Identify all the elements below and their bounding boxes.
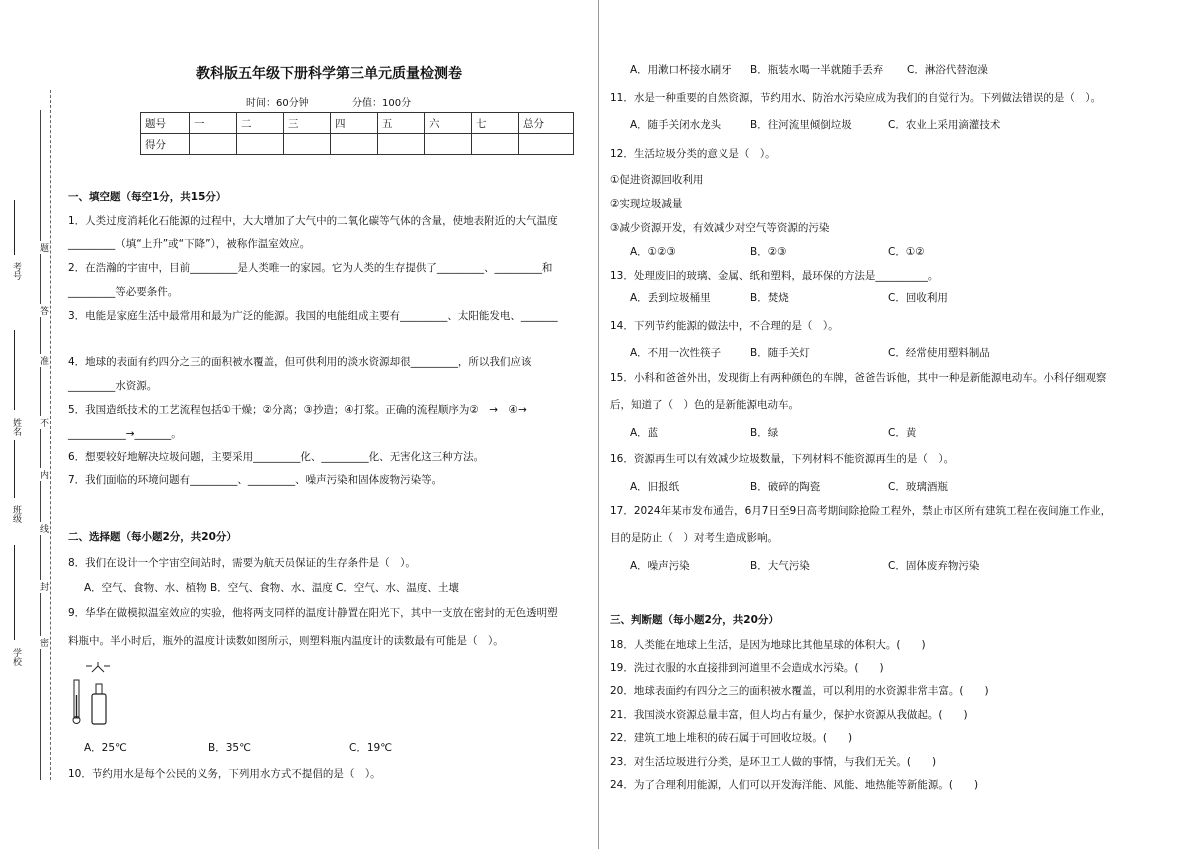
question-16-option-b: B．破碎的陶瓷 (750, 481, 821, 493)
question-14: 14．下列节约能源的做法中，不合理的是（ ）。 (610, 320, 839, 332)
question-12-option-a: A．①②③ (630, 246, 676, 258)
binding-mark: 密 (40, 636, 49, 649)
question-17-line2: 目的是防止（ ）对考生造成影响。 (610, 532, 778, 544)
binding-mark: 准 (40, 354, 49, 367)
score-cell: 四 (331, 113, 378, 134)
question-15-option-b: B．绿 (750, 427, 779, 439)
question-13-option-a: A．丢到垃圾桶里 (630, 292, 711, 304)
question-12-option-c: C．①② (888, 246, 925, 258)
question-9-line2: 料瓶中。半小时后，瓶外的温度计读数如图所示，则塑料瓶内温度计的读数最有可能是（ ）。 (68, 635, 504, 647)
question-9-option-a: A．25℃ (84, 742, 127, 754)
question-15-line2: 后，知道了（ ）色的是新能源电动车。 (610, 399, 799, 411)
binding-mark: 不 (40, 416, 49, 429)
score-input-cell[interactable] (519, 134, 574, 155)
score-cell: 二 (237, 113, 284, 134)
question-13-option-c: C．回收利用 (888, 292, 948, 304)
section-judge-heading: 三、判断题（每小题2分，共20分） (610, 614, 779, 626)
name-line (14, 330, 16, 410)
class-line (14, 440, 16, 498)
binding-mark: 内 (40, 468, 49, 481)
question-15-line1: 15．小科和爸爸外出，发现街上有两种颜色的车牌，爸爸告诉他，其中一种是新能源电动车。小科仔细观察 (610, 372, 1107, 384)
score-cell: 七 (472, 113, 519, 134)
score-cell: 五 (378, 113, 425, 134)
question-11: 11．水是一种重要的自然资源，节约用水、防治水污染应成为我们的自觉行为。下列做法错误的是（ ）。 (610, 92, 1102, 104)
exam-score: 分值：100分 (352, 98, 412, 109)
section-choice-heading: 二、选择题（每小题2分，共20分） (68, 531, 237, 543)
question-15-option-c: C．黄 (888, 427, 917, 439)
page-title: 教科版五年级下册科学第三单元质量检测卷 (196, 66, 462, 82)
question-10-option-b: B．瓶装水喝一半就随手丢弃 (750, 64, 884, 76)
score-input-cell[interactable] (425, 134, 472, 155)
question-21: 21．我国淡水资源总量丰富，但人均占有量少，保护水资源从我做起。( ) (610, 709, 968, 721)
binding-label-school: 学校 (11, 648, 21, 666)
question-19: 19．洗过衣服的水直接排到河道里不会造成水污染。( ) (610, 662, 884, 674)
question-8-options: A．空气、食物、水、植物 B．空气、食物、水、温度 C．空气、水、温度、土壤 (84, 582, 459, 594)
question-12: 12．生活垃圾分类的意义是（ ）。 (610, 148, 776, 160)
question-10: 10．节约用水是每个公民的义务，下列用水方式不提倡的是（ ）。 (68, 768, 381, 780)
question-text: _________等必要条件。 (68, 286, 179, 298)
exam-no-line (14, 200, 16, 255)
question-10-option-a: A．用漱口杯接水刷牙 (630, 64, 732, 76)
question-text: 4．地球的表面有约四分之三的面积被水覆盖，但可供利用的淡水资源却很_________，所以我们应该 (68, 356, 532, 368)
binding-line-outer (40, 110, 41, 780)
exam-time: 时间：60分钟 (246, 98, 309, 109)
question-text: ___________→_______。 (68, 428, 182, 440)
score-input-cell[interactable] (472, 134, 519, 155)
binding-mark: 线 (40, 522, 49, 535)
question-14-option-b: B．随手关灯 (750, 347, 810, 359)
score-cell: 一 (190, 113, 237, 134)
score-table-header-row (141, 113, 574, 134)
question-12-item: ③减少资源开发，有效减少对空气等资源的污染 (610, 222, 830, 234)
question-15-option-a: A．蓝 (630, 427, 659, 439)
binding-label-exam-no: 考号 (11, 262, 21, 280)
score-cell: 六 (425, 113, 472, 134)
question-13: 13．处理废旧的玻璃、金属、纸和塑料，最环保的方法是__________。 (610, 270, 939, 282)
question-11-option-a: A．随手关闭水龙头 (630, 119, 722, 131)
question-17-option-a: A．噪声污染 (630, 560, 690, 572)
question-23: 23．对生活垃圾进行分类，是环卫工人做的事情，与我们无关。( ) (610, 756, 937, 768)
question-8: 8．我们在设计一个宇宙空间站时，需要为航天员保证的生存条件是（ ）。 (68, 557, 416, 569)
question-text: 5．我国造纸技术的工艺流程包括①干燥；②分离；③抄造；④打浆。正确的流程顺序为② → ④→ (68, 404, 527, 416)
question-text: _________（填“上升”或“下降”），被称作温室效应。 (68, 238, 311, 250)
question-17-option-c: C．固体废弃物污染 (888, 560, 980, 572)
question-16-option-a: A．旧报纸 (630, 481, 680, 493)
question-17-line1: 17．2024年某市发布通告，6月7日至9日高考期间除抢险工程外，禁止市区所有建筑工程在夜间施工作业， (610, 505, 1112, 517)
score-input-cell[interactable] (284, 134, 331, 155)
score-input-cell[interactable] (378, 134, 425, 155)
question-text: 2．在浩瀚的宇宙中，目前_________是人类唯一的家园。它为人类的生存提供了_________、_________和 (68, 262, 553, 274)
score-cell: 总分 (519, 113, 574, 134)
score-table-score-row (141, 134, 574, 155)
score-cell: 得分 (141, 134, 190, 155)
question-18: 18．人类能在地球上生活，是因为地球比其他星球的体积大。( ) (610, 639, 926, 651)
question-9-option-b: B．35℃ (208, 742, 251, 754)
binding-line-inner (50, 90, 51, 780)
binding-label-class: 班级 (11, 505, 21, 523)
question-12-option-b: B．②③ (750, 246, 787, 258)
question-14-option-a: A．不用一次性筷子 (630, 347, 722, 359)
score-table (140, 112, 574, 155)
question-11-option-b: B．往河流里倾倒垃圾 (750, 119, 852, 131)
column-divider (598, 0, 599, 849)
question-20: 20．地球表面约有四分之三的面积被水覆盖，可以利用的水资源非常丰富。( ) (610, 685, 989, 697)
binding-mark: 答 (40, 304, 49, 317)
question-text: 3．电能是家庭生活中最常用和最为广泛的能源。我国的电能组成主要有_________、太阳能发电、_______ (68, 310, 558, 322)
binding-mark: 封 (40, 580, 49, 593)
section-fill-blank-heading: 一、填空题（每空1分，共15分） (68, 191, 227, 203)
question-12-item: ①促进资源回收利用 (610, 174, 704, 186)
question-11-option-c: C．农业上采用滴灌技术 (888, 119, 1001, 131)
question-22: 22．建筑工地上堆积的砖石属于可回收垃圾。( ) (610, 732, 853, 744)
score-cell: 题号 (141, 113, 190, 134)
question-10-option-c: C．淋浴代替泡澡 (907, 64, 988, 76)
score-input-cell[interactable] (190, 134, 237, 155)
question-9-line1: 9．华华在做模拟温室效应的实验，他将两支同样的温度计静置在阳光下，其中一支放在密封的无色透明塑 (68, 607, 558, 619)
question-text: 6．想要较好地解决垃圾问题，主要采用_________化、_________化、无害化这三种方法。 (68, 451, 485, 463)
question-16: 16．资源再生可以有效减少垃圾数量，下列材料不能资源再生的是（ ）。 (610, 453, 955, 465)
question-text: 1．人类过度消耗化石能源的过程中，大大增加了大气中的二氧化碳等气体的含量，使地表附近的大气温度 (68, 215, 558, 227)
question-text: 7．我们面临的环境问题有_________、_________、噪声污染和固体废物污染等。 (68, 474, 443, 486)
question-12-item: ②实现垃圾减量 (610, 198, 683, 210)
question-16-option-c: C．玻璃酒瓶 (888, 481, 948, 493)
binding-mark: 题 (40, 241, 49, 254)
score-input-cell[interactable] (237, 134, 284, 155)
question-text: _________水资源。 (68, 380, 158, 392)
thermometer-illustration (68, 660, 128, 730)
binding-label-name: 姓名 (11, 418, 21, 436)
question-17-option-b: B．大气污染 (750, 560, 810, 572)
question-24: 24．为了合理利用能源，人们可以开发海洋能、风能、地热能等新能源。( ) (610, 779, 979, 791)
question-9-option-c: C．19℃ (349, 742, 392, 754)
school-line (14, 545, 16, 640)
score-input-cell[interactable] (331, 134, 378, 155)
score-cell: 三 (284, 113, 331, 134)
question-14-option-c: C．经常使用塑料制品 (888, 347, 990, 359)
question-13-option-b: B．焚烧 (750, 292, 789, 304)
